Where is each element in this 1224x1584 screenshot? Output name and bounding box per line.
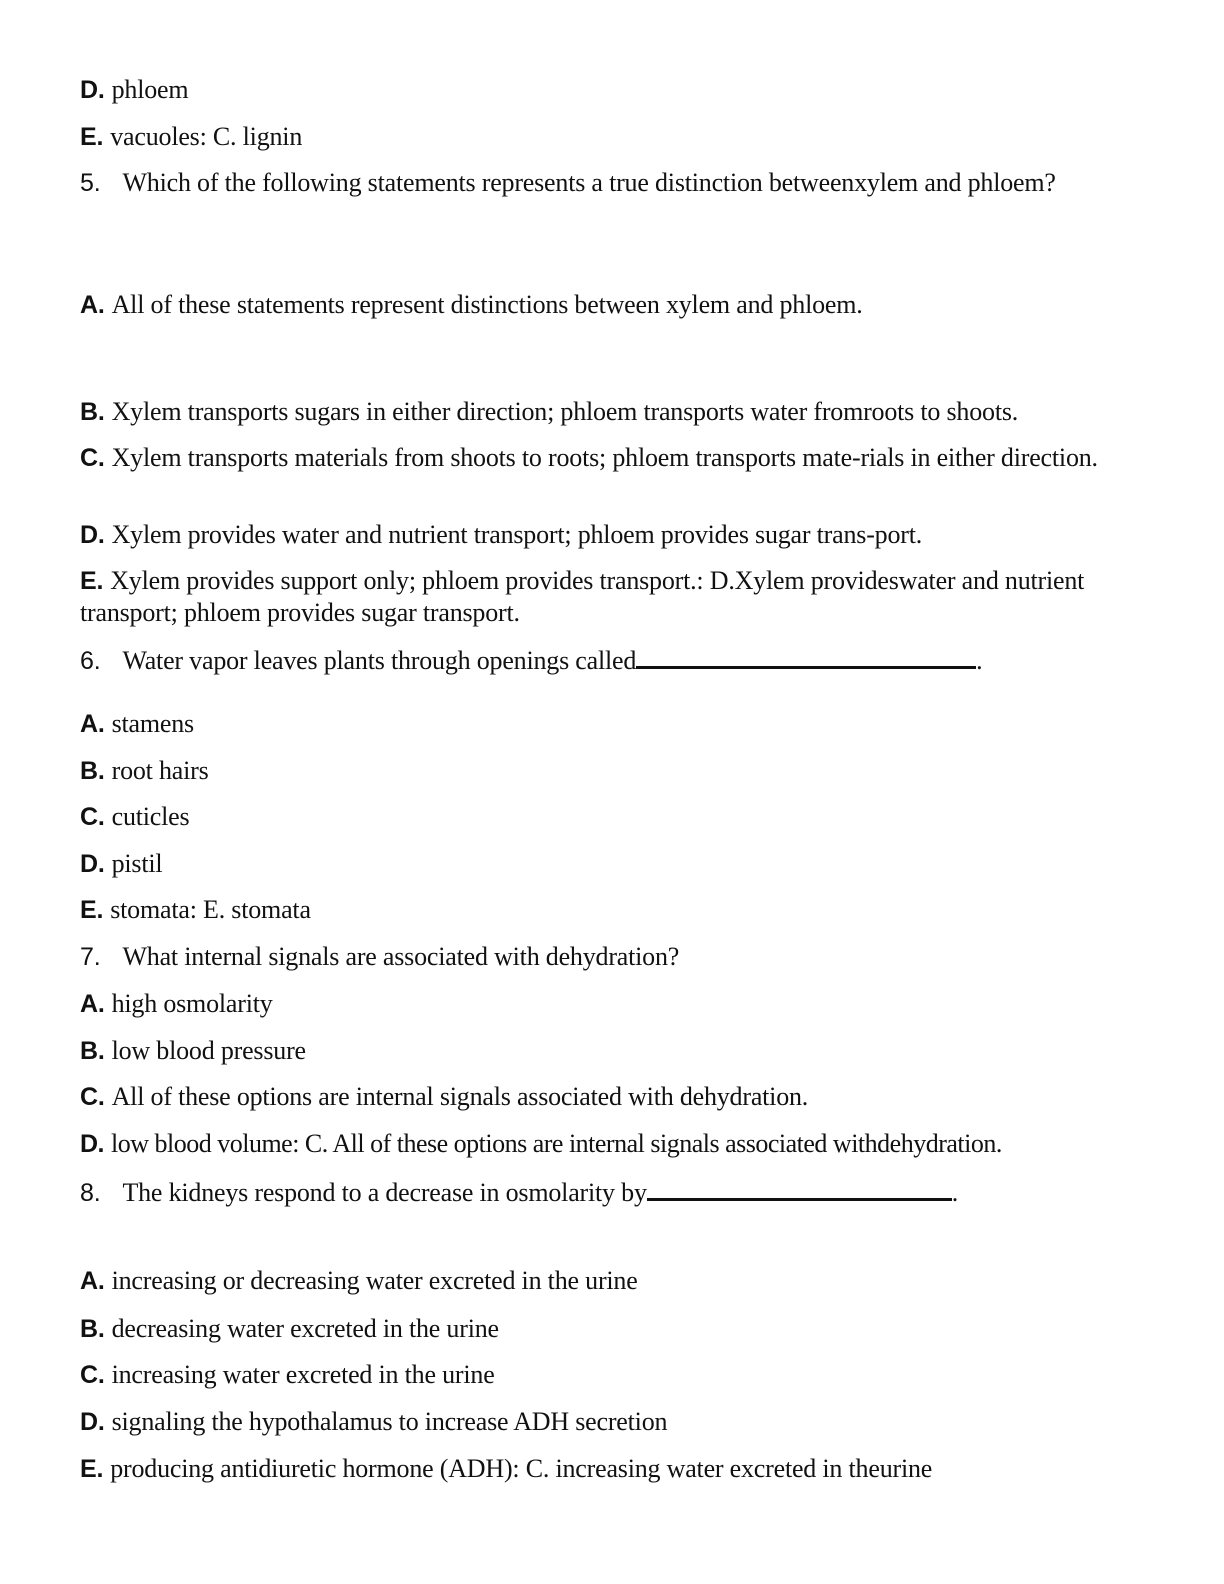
option-line [80, 1406, 667, 1438]
option-text: increasing water excreted in the urine [111, 1360, 495, 1389]
option-line [80, 755, 209, 787]
option-label: A. [80, 291, 105, 319]
option-line [80, 801, 189, 833]
option-label: A. [80, 710, 105, 738]
answer-blank [647, 1174, 952, 1201]
option-label: C. [80, 444, 105, 472]
option-text: All of these statements represent distinctions between xylem and phloem. [111, 290, 863, 319]
option-text: signaling the hypothalamus to increase ADH secretion [111, 1407, 668, 1436]
option-text: pistil [111, 849, 163, 878]
option-label: D. [80, 521, 105, 549]
option-text: low blood volume: C. All of these options are internal signals associated withdehydration. [111, 1129, 1002, 1158]
option-label: E. [80, 123, 104, 151]
option-line [80, 1265, 638, 1297]
option-label: B. [80, 398, 105, 426]
option-text: decreasing water excreted in the urine [111, 1314, 499, 1343]
option-text: All of these options are internal signals associated with dehydration. [111, 1082, 809, 1111]
option-text: increasing or decreasing water excreted in the urine [111, 1266, 638, 1295]
option-line [80, 988, 273, 1020]
question-text: The kidneys respond to a decrease in osmolarity by [122, 1178, 647, 1207]
question-text: Which of the following statements represents a true distinction betweenxylem and phloem? [122, 168, 1056, 197]
option-label: B. [80, 1037, 105, 1065]
option-text: low blood pressure [111, 1036, 306, 1065]
option-label: D. [80, 1408, 105, 1436]
question-number: 7. [80, 943, 101, 971]
option-text: Xylem provides support only; phloem provides transport.: D.Xylem provideswater and nutrient transport; phloem provides sugar transport. [80, 566, 1085, 627]
option-label: D. [80, 1130, 104, 1158]
option-label: B. [80, 757, 105, 785]
option-label: C. [80, 1083, 105, 1111]
option-line [80, 121, 302, 153]
option-label: B. [80, 1315, 105, 1343]
question-text: Water vapor leaves plants through openings called [122, 646, 637, 675]
question-number: 6. [80, 647, 101, 675]
option-line [80, 848, 162, 880]
option-text: vacuoles: C. lignin [110, 122, 303, 151]
question-end: . [976, 646, 983, 675]
option-label: C. [80, 803, 105, 831]
option-line [80, 708, 194, 740]
option-line [80, 1081, 808, 1113]
option-line [80, 289, 863, 321]
option-line [80, 1035, 306, 1067]
question-line [80, 167, 1140, 199]
question-end: . [951, 1178, 959, 1207]
option-line [80, 442, 1140, 474]
option-label: D. [80, 850, 105, 878]
option-line [80, 1313, 499, 1345]
option-line [80, 74, 188, 106]
option-line [80, 565, 1140, 628]
option-label: E. [80, 896, 104, 924]
question-number: 5. [80, 169, 101, 197]
option-text: stomata: E. stomata [110, 895, 311, 924]
question-line [80, 642, 982, 677]
option-line [80, 1128, 1002, 1160]
answer-blank [636, 642, 976, 669]
option-label: E. [80, 567, 104, 595]
option-text: producing antidiuretic hormone (ADH): C. increasing water excreted in theurine [110, 1454, 933, 1483]
question-line [80, 1174, 958, 1209]
option-line [80, 894, 311, 926]
option-text: root hairs [111, 756, 209, 785]
question-number: 8. [80, 1179, 101, 1207]
option-label: D. [80, 76, 105, 104]
option-line [80, 1359, 495, 1391]
option-text: Xylem provides water and nutrient transport; phloem provides sugar trans-port. [111, 520, 923, 549]
option-line [80, 519, 922, 551]
option-text: stamens [111, 709, 194, 738]
option-text: cuticles [111, 802, 190, 831]
question-line [80, 941, 679, 973]
option-text: Xylem transports sugars in either direction; phloem transports water fromroots to shoots. [111, 397, 1019, 426]
option-text: phloem [111, 75, 189, 104]
question-text: What internal signals are associated with dehydration? [122, 942, 680, 971]
option-label: A. [80, 1267, 105, 1295]
option-text: Xylem transports materials from shoots to roots; phloem transports mate-rials in either direction. [111, 443, 1098, 472]
option-line [80, 1453, 932, 1485]
option-label: E. [80, 1455, 104, 1483]
option-line [80, 396, 1018, 428]
option-label: A. [80, 990, 105, 1018]
option-text: high osmolarity [111, 989, 273, 1018]
option-label: C. [80, 1361, 105, 1389]
